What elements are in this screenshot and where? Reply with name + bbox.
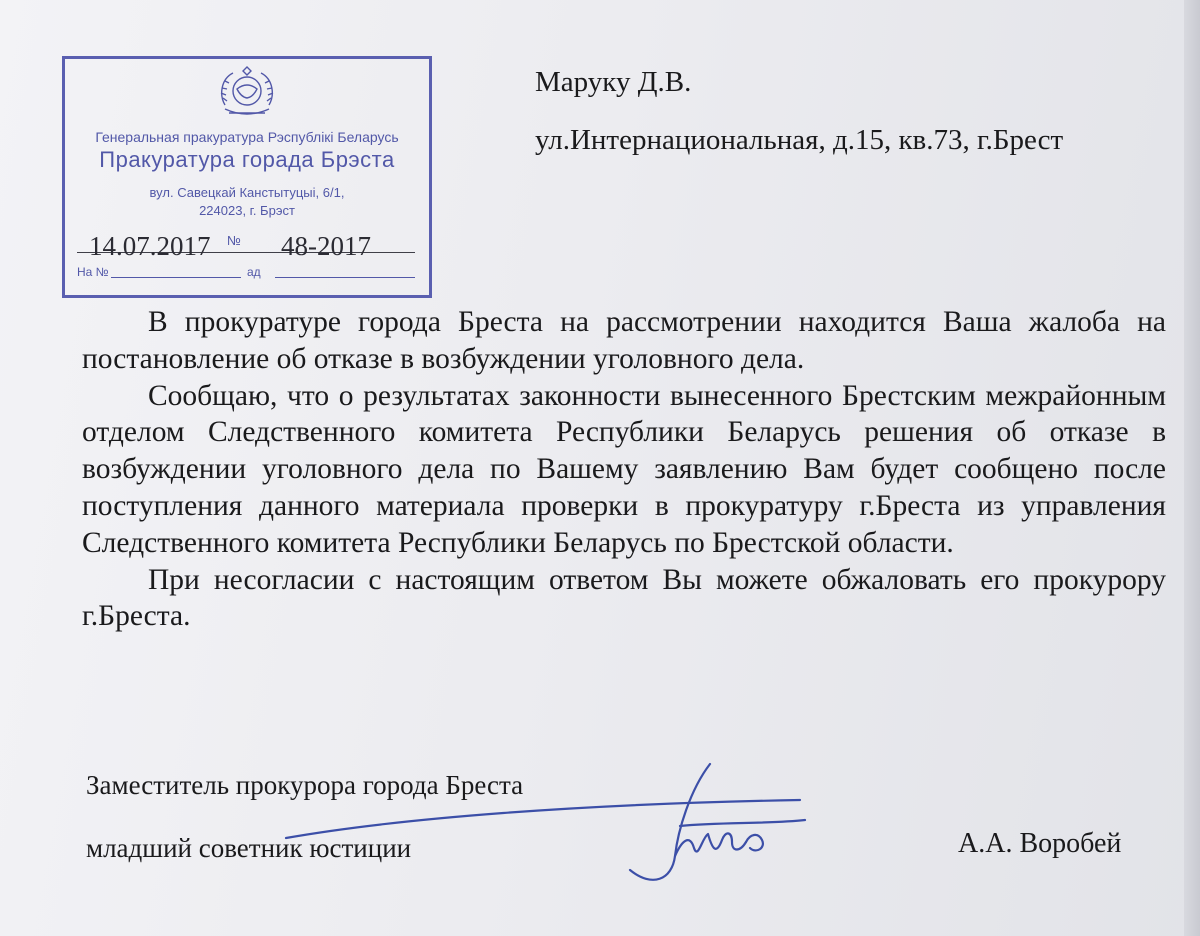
stamp-reference-row (77, 265, 415, 285)
reference-label: На № (77, 265, 109, 279)
handwritten-signature (280, 760, 820, 910)
addressee-address: ул.Интернациональная, д.15, кв.73, г.Брест (535, 124, 1064, 156)
signer-rank: младший советник юстиции (86, 833, 412, 863)
signer-title: Заместитель прокурора города Бреста (86, 770, 524, 800)
signer-name: А.А. Воробей (958, 828, 1122, 859)
reference-blank (111, 277, 241, 278)
reference-date-blank (275, 277, 415, 278)
paragraph: В прокуратуре города Бреста на рассмотрении находится Ваша жалоба на постановление об отказе в возбуждении уголовного дела. (82, 306, 1166, 375)
registration-stamp (62, 56, 432, 298)
stamp-postcode-city: 224023, г. Брэст (199, 203, 295, 218)
stamp-office-name: Пракуратура горада Брэста (99, 147, 395, 172)
page-edge-shadow (1184, 0, 1200, 936)
stamp-agency-line: Генеральная пракуратура Рэспублікі Беларусь (95, 129, 399, 145)
paragraph: Сообщаю, что о результатах законности вынесенного Брестским межрайонным отделом Следственного комитета Республики Беларусь решения об отказе в возбуждении уголовного дела по Вашему заявлению Вам будет сообщено после поступления данного материала проверки в прокуратуру г.Бреста из управления Следственного комитета Республики Беларусь по Брестской области. (82, 379, 1166, 559)
outgoing-date: 14.07.2017 (89, 231, 211, 261)
reference-date-label: ад (247, 265, 261, 279)
number-sign: № (227, 233, 241, 248)
addressee-name: Маруку Д.В. (535, 66, 692, 98)
paragraph: При несогласии с настоящим ответом Вы можете обжаловать его прокурору г.Бреста. (82, 563, 1166, 633)
stamp-outgoing-row (77, 231, 415, 261)
stamp-street: вул. Савецкай Канстытуцыі, 6/1, (149, 185, 345, 200)
state-emblem-icon (215, 65, 279, 119)
letter-body (82, 304, 1166, 635)
outgoing-number: 48-2017 (281, 231, 371, 261)
